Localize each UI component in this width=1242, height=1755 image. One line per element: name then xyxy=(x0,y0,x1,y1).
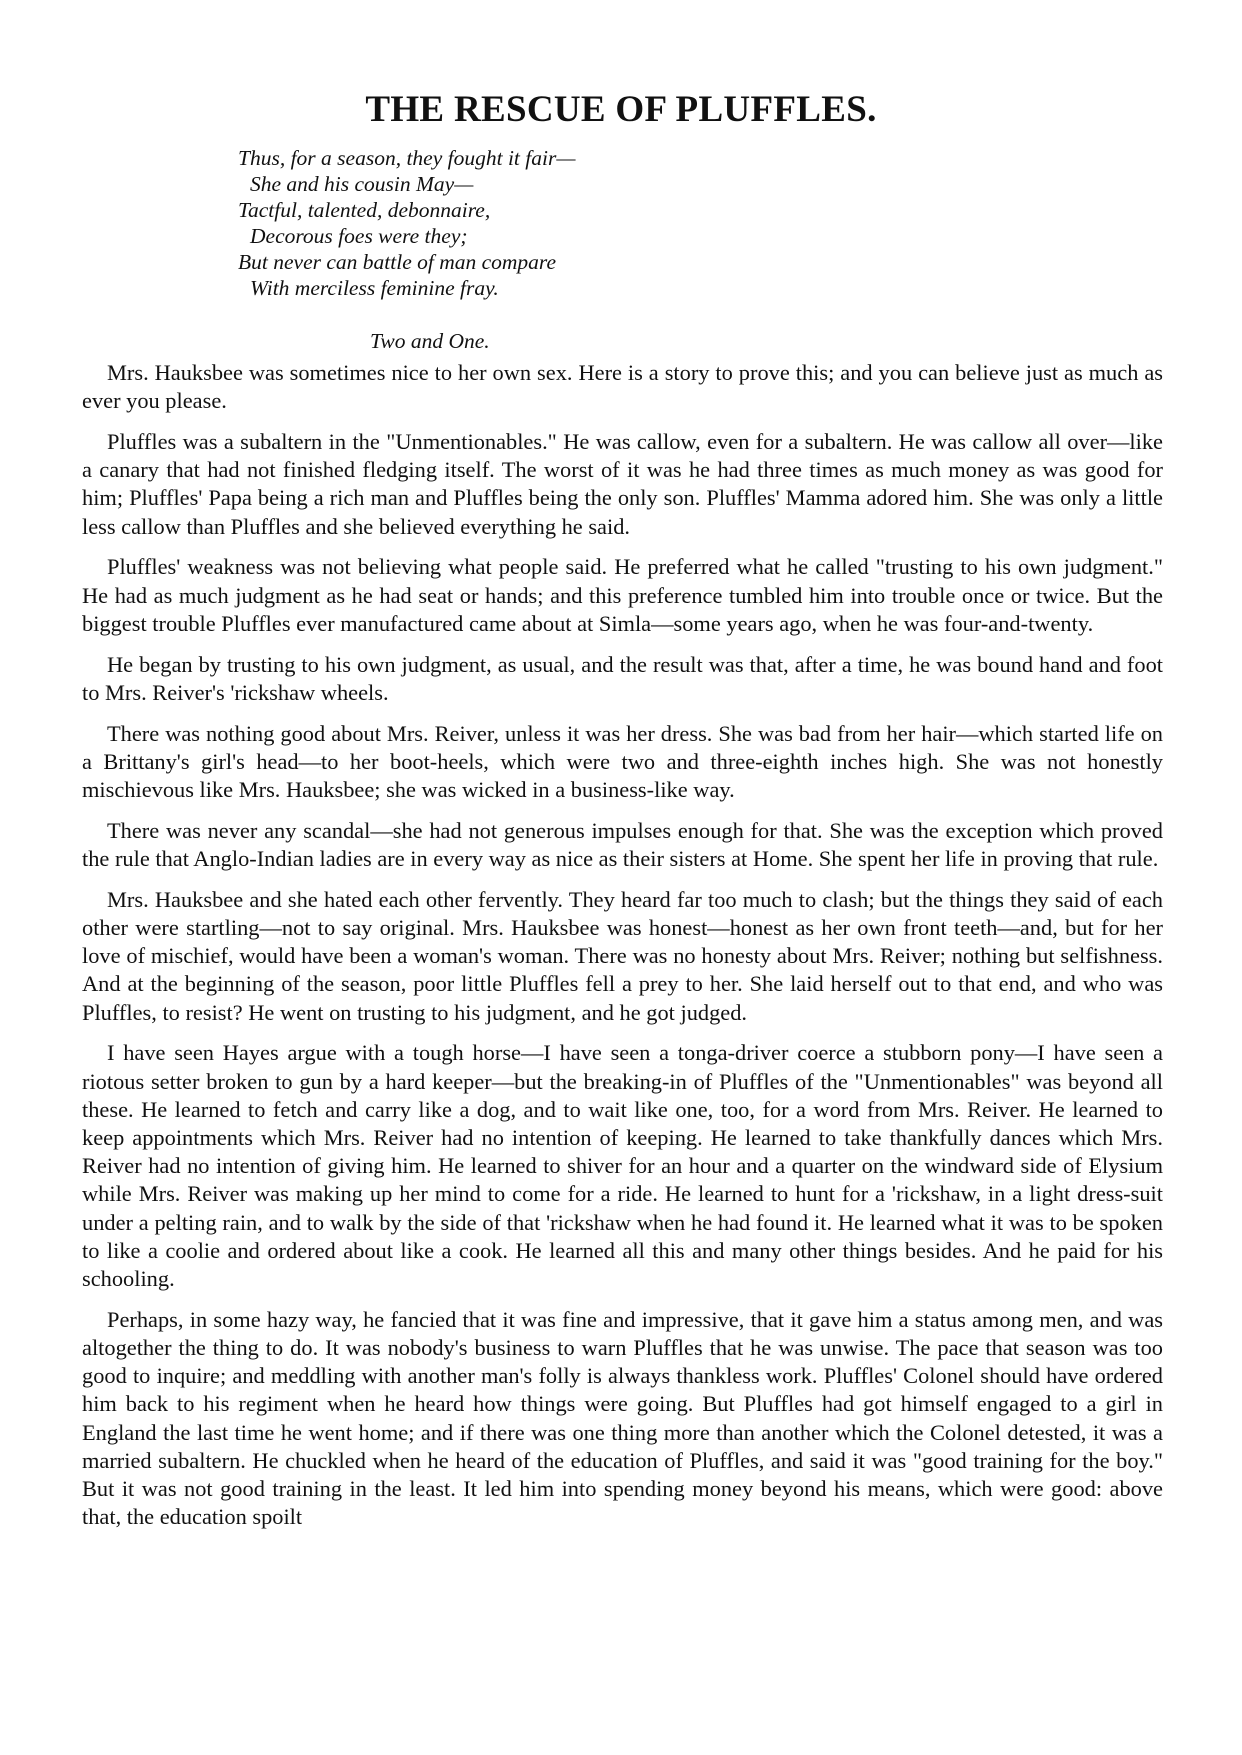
epigraph-attribution: Two and One. xyxy=(370,329,490,353)
body-text xyxy=(82,359,1163,1544)
epigraph-line: But never can battle of man compare xyxy=(238,250,557,274)
epigraph-line: She and his cousin May— xyxy=(250,172,474,196)
epigraph-line: Thus, for a season, they fought it fair— xyxy=(238,146,576,170)
paragraph: I have seen Hayes argue with a tough horse—I have seen a tonga-driver coerce a stubborn pony—I have seen a riotous setter broken to gun by a hard keeper—but the breaking-in of Pluffles of the "Unmentionables" was beyond all these. He learned to fetch and carry like a dog, and to wait like one, too, for a word from Mrs. Reiver. He learned to keep appointments which Mrs. Reiver had no intention of keeping. He learned to take thankfully dances which Mrs. Reiver had no intention of giving him. He learned to shiver for an hour and a quarter on the windward side of Elysium while Mrs. Reiver was making up her mind to come for a ride. He learned to hunt for a 'rickshaw, in a light dress-suit under a pelting rain, and to walk by the side of that 'rickshaw when he had found it. He learned what it was to be spoken to like a coolie and ordered about like a cook. He learned all this and many other things besides. And he paid for his schooling. xyxy=(82,1040,1163,1292)
epigraph-line: With merciless feminine fray. xyxy=(250,276,499,300)
epigraph-line: Decorous foes were they; xyxy=(250,224,468,248)
epigraph-line: Tactful, talented, debonnaire, xyxy=(238,198,491,222)
epigraph xyxy=(238,145,575,301)
paragraph: Mrs. Hauksbee was sometimes nice to her own sex. Here is a story to prove this; and you can believe just as much as ever you please. xyxy=(82,360,1163,414)
paragraph: There was nothing good about Mrs. Reiver, unless it was her dress. She was bad from her hair—which started life on a Brittany's girl's head—to her boot-heels, which were two and three-eighth inches high. She was not honestly mischievous like Mrs. Hauksbee; she was wicked in a business-like way. xyxy=(82,720,1163,803)
paragraph: There was never any scandal—she had not generous impulses enough for that. She was the exception which proved the rule that Anglo-Indian ladies are in every way as nice as their sisters at Home. She spent her life in proving that rule. xyxy=(82,817,1163,872)
paragraph: Mrs. Hauksbee and she hated each other fervently. They heard far too much to clash; but the things they said of each other were startling—not to say original. Mrs. Hauksbee was honest—honest as her own front teeth—and, but for her love of mischief, would have been a woman's woman. There was no honesty about Mrs. Reiver; nothing but selfishness. And at the beginning of the season, poor little Pluffles fell a prey to her. She laid herself out to that end, and who was Pluffles, to resist? He went on trusting to his judgment, and he got judged. xyxy=(82,886,1163,1025)
paragraph: He began by trusting to his own judgment, as usual, and the result was that, after a time, he was bound hand and foot to Mrs. Reiver's 'rickshaw wheels. xyxy=(82,651,1163,705)
paragraph: Pluffles was a subaltern in the "Unmentionables." He was callow, even for a subaltern. He was callow all over—like a canary that had not finished fledging itself. The worst of it was he had three times as much money as was good for him; Pluffles' Papa being a rich man and Pluffles being the only son. Pluffles' Mamma adored him. She was only a little less callow than Pluffles and she believed everything he said. xyxy=(82,429,1163,539)
paragraph: Pluffles' weakness was not believing what people said. He preferred what he called "trusting to his own judgment." He had as much judgment as he had seat or hands; and this preference tumbled him into trouble once or twice. But the biggest trouble Pluffles ever manufactured came about at Simla—some years ago, when he was four-and-twenty. xyxy=(82,554,1163,636)
paragraph: Perhaps, in some hazy way, he fancied that it was fine and impressive, that it gave him a status among men, and was altogether the thing to do. It was nobody's business to warn Pluffles that he was unwise. The pace that season was too good to inquire; and meddling with another man's folly is always thankless work. Pluffles' Colonel should have ordered him back to his regiment when he heard how things were going. But Pluffles had got himself engaged to a girl in England the last time he went home; and if there was one thing more than another which the Colonel detested, it was a married subaltern. He chuckled when he heard of the education of Pluffles, and said it was "good training for the boy." But it was not good training in the least. It led him into spending money beyond his means, which were good: above that, the education spoilt xyxy=(82,1306,1163,1530)
chapter-title: THE RESCUE OF PLUFFLES. xyxy=(365,89,877,130)
